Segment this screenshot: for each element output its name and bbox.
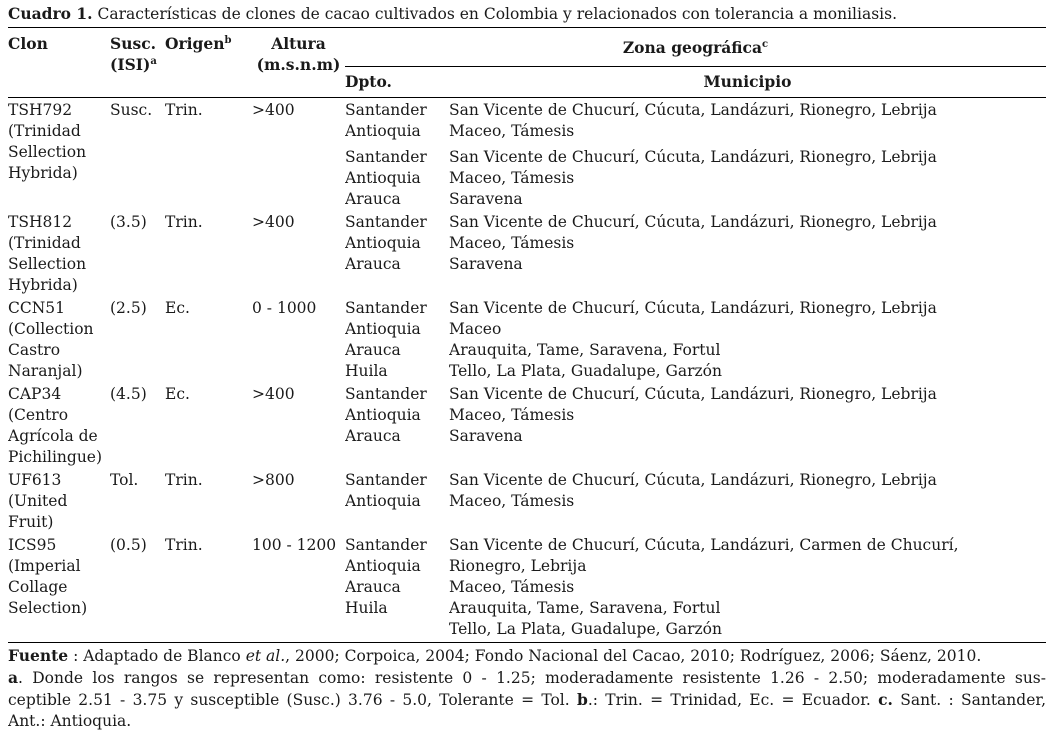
clon-cell-line: (Collection	[8, 320, 94, 338]
municipio-cell	[449, 535, 1046, 640]
zona-cell	[345, 384, 1046, 468]
clon-cell-line: Hybrida)	[8, 164, 78, 182]
header-zona-superscript: c	[762, 38, 769, 50]
municipio-cell-line: San Vicente de Chucurí, Cúcuta, Landázuri, Rionegro, Lebrija	[449, 471, 937, 489]
municipio-cell-line: Saravena	[449, 255, 523, 273]
footnote-line	[8, 711, 1046, 730]
susc-cell: Tol.	[110, 471, 139, 489]
dpto-cell-line: Santander	[345, 148, 427, 166]
dpto-cell-line: Antioquia	[345, 492, 421, 510]
municipio-cell-line: Maceo, Támesis	[449, 169, 575, 187]
dpto-cell-line: Santander	[345, 536, 427, 554]
clon-cell-line: TSH792	[8, 101, 73, 119]
dpto-cell-line: Santander	[345, 385, 427, 403]
table-header	[8, 28, 1046, 98]
footnote-text: c.	[878, 690, 893, 709]
table-body	[8, 98, 1046, 640]
clon-cell-line: Naranjal)	[8, 362, 83, 380]
header-susc-line2: (ISI)	[110, 55, 151, 74]
zona-group	[345, 212, 1046, 275]
municipio-cell-line: Maceo, Támesis	[449, 492, 575, 510]
header-clon: Clon	[8, 34, 48, 53]
municipio-cell-line: Rionegro, Lebrija	[449, 557, 587, 575]
footnote-text: Sant. : Santander,	[892, 691, 1046, 709]
municipio-cell-line: Arauquita, Tame, Saravena, Fortul	[449, 599, 721, 617]
header-dpto: Dpto.	[345, 72, 392, 91]
municipio-cell-line: San Vicente de Chucurí, Cúcuta, Landázuri, Rionegro, Lebrija	[449, 148, 937, 166]
clon-cell-line: Sellection	[8, 143, 87, 161]
municipio-cell	[449, 384, 1046, 447]
origen-cell: Ec.	[165, 299, 190, 317]
altura-cell: >800	[252, 471, 295, 489]
municipio-cell-line: Arauquita, Tame, Saravena, Fortul	[449, 341, 721, 359]
zona-cell	[345, 212, 1046, 296]
clon-cell	[8, 212, 110, 296]
municipio-cell-line: Maceo, Támesis	[449, 122, 575, 140]
clon-cell-line: (Trinidad	[8, 122, 81, 140]
zona-group	[345, 298, 1046, 382]
municipio-cell	[449, 212, 1046, 275]
header-zona	[345, 28, 1046, 97]
header-zona-label: Zona geográfica	[622, 38, 763, 57]
dpto-cell-line: Arauca	[345, 255, 401, 273]
dpto-cell	[345, 100, 449, 142]
municipio-cell	[449, 147, 1046, 210]
dpto-cell-line: Antioquia	[345, 320, 421, 338]
municipio-cell-line: San Vicente de Chucurí, Cúcuta, Landázuri, Rionegro, Lebrija	[449, 101, 937, 119]
susc-cell: (2.5)	[110, 299, 147, 317]
table-caption-label: Cuadro 1.	[8, 4, 93, 23]
footnote-text: .: Trin. = Trinidad, Ec. = Ecuador.	[587, 691, 879, 709]
footnote-line	[8, 689, 1046, 711]
municipio-cell-line: San Vicente de Chucurí, Cúcuta, Landázuri, Carmen de Chucurí,	[449, 536, 959, 554]
clon-cell-line: (United	[8, 492, 68, 510]
altura-cell: 100 - 1200	[252, 536, 337, 554]
footnote-line	[8, 667, 1046, 689]
clon-cell-line: Collage	[8, 578, 68, 596]
header-origen	[165, 28, 252, 97]
altura-cell: >400	[252, 101, 295, 119]
municipio-cell-line: San Vicente de Chucurí, Cúcuta, Landázuri, Rionegro, Lebrija	[449, 299, 937, 317]
clon-cell-line: Castro	[8, 341, 61, 359]
table-row	[8, 210, 1046, 296]
clon-cell-line: TSH812	[8, 213, 73, 231]
footnote-text: Fuente	[8, 646, 69, 665]
table-caption-text: Características de clones de cacao cultivados en Colombia y relacionados con tolerancia a moniliasis.	[97, 5, 897, 23]
dpto-cell-line: Arauca	[345, 190, 401, 208]
dpto-cell	[345, 384, 449, 447]
table-row	[8, 533, 1046, 640]
altura-cell: >400	[252, 213, 295, 231]
zona-cell	[345, 298, 1046, 382]
zona-group	[345, 384, 1046, 447]
dpto-cell	[345, 212, 449, 275]
table-row	[8, 468, 1046, 533]
footnote-text: : Adaptado de Blanco	[68, 647, 246, 665]
dpto-cell	[345, 298, 449, 382]
dpto-cell	[345, 147, 449, 210]
municipio-cell-line: Saravena	[449, 427, 523, 445]
footnote-text: , 2000; Corpoica, 2004; Fondo Nacional del Cacao, 2010; Rodríguez, 2006; Sáenz, 2010.	[285, 647, 982, 665]
dpto-cell-line: Antioquia	[345, 406, 421, 424]
zona-group	[345, 147, 1046, 210]
table-row	[8, 98, 1046, 210]
footnote-text: et al.	[245, 647, 286, 665]
clon-cell-line: UF613	[8, 471, 62, 489]
municipio-cell-line: San Vicente de Chucurí, Cúcuta, Landázuri, Rionegro, Lebrija	[449, 385, 937, 403]
header-altura-line1: Altura	[271, 34, 326, 53]
clon-cell-line: CCN51	[8, 299, 66, 317]
footnote-text: ceptible 2.51 - 3.75 y susceptible (Susc.) 3.76 - 5.0, Tolerante = Tol.	[8, 691, 577, 709]
clon-cell-line: (Imperial	[8, 557, 81, 575]
dpto-cell-line: Antioquia	[345, 557, 421, 575]
clon-cell-line: Sellection	[8, 255, 87, 273]
dpto-cell-line: Huila	[345, 599, 388, 617]
header-origen-superscript: b	[224, 34, 232, 46]
clon-cell-line: CAP34	[8, 385, 62, 403]
clon-cell	[8, 100, 110, 210]
dpto-cell-line: Huila	[345, 362, 388, 380]
municipio-cell	[449, 298, 1046, 382]
zona-cell	[345, 100, 1046, 210]
zona-group	[345, 100, 1046, 142]
footnote-text: Ant.: Antioquia.	[8, 712, 132, 730]
dpto-cell-line: Antioquia	[345, 234, 421, 252]
header-altura	[252, 28, 345, 97]
dpto-cell	[345, 535, 449, 640]
header-zona-title	[345, 28, 1046, 67]
header-altura-line2: (m.s.n.m)	[256, 55, 341, 74]
dpto-cell-line: Santander	[345, 471, 427, 489]
header-susc	[110, 28, 165, 97]
dpto-cell	[345, 470, 449, 512]
municipio-cell-line: Maceo, Támesis	[449, 578, 575, 596]
footnote-line	[8, 645, 1046, 667]
clon-cell-line: ICS95	[8, 536, 57, 554]
footnote-text: b	[576, 690, 588, 709]
clon-cell-line: Agrícola de	[8, 427, 98, 445]
header-origen-label: Origen	[165, 34, 225, 53]
header-susc-line1: Susc.	[110, 34, 157, 53]
municipio-cell-line: San Vicente de Chucurí, Cúcuta, Landázuri, Rionegro, Lebrija	[449, 213, 937, 231]
dpto-cell-line: Arauca	[345, 341, 401, 359]
dpto-cell-line: Antioquia	[345, 122, 421, 140]
origen-cell: Trin.	[165, 101, 203, 119]
origen-cell: Ec.	[165, 385, 190, 403]
dpto-cell-line: Santander	[345, 101, 427, 119]
header-susc-superscript: a	[150, 55, 157, 67]
dpto-cell-line: Santander	[345, 299, 427, 317]
table-row	[8, 296, 1046, 382]
municipio-cell-line: Maceo, Támesis	[449, 234, 575, 252]
clon-cell	[8, 470, 110, 533]
zona-cell	[345, 470, 1046, 533]
clon-cell-line: (Centro	[8, 406, 69, 424]
footnote-text: a	[8, 668, 19, 687]
table-caption	[8, 3, 1046, 28]
origen-cell: Trin.	[165, 536, 203, 554]
zona-group	[345, 535, 1046, 640]
dpto-cell-line: Santander	[345, 213, 427, 231]
clon-cell-line: Selection)	[8, 599, 88, 617]
municipio-cell-line: Tello, La Plata, Guadalupe, Garzón	[449, 362, 722, 380]
zona-cell	[345, 535, 1046, 640]
footnotes	[8, 642, 1046, 730]
susc-cell: Susc.	[110, 101, 153, 119]
dpto-cell-line: Arauca	[345, 427, 401, 445]
dpto-cell-line: Antioquia	[345, 169, 421, 187]
origen-cell: Trin.	[165, 213, 203, 231]
dpto-cell-line: Arauca	[345, 578, 401, 596]
altura-cell: 0 - 1000	[252, 299, 317, 317]
clon-cell	[8, 384, 110, 468]
municipio-cell-line: Maceo, Támesis	[449, 406, 575, 424]
municipio-cell	[449, 470, 1046, 512]
municipio-cell-line: Saravena	[449, 190, 523, 208]
clon-cell	[8, 298, 110, 382]
header-municipio: Municipio	[703, 72, 792, 91]
header-zona-subrow	[345, 67, 1046, 97]
susc-cell: (3.5)	[110, 213, 147, 231]
clon-cell	[8, 535, 110, 640]
susc-cell: (4.5)	[110, 385, 147, 403]
origen-cell: Trin.	[165, 471, 203, 489]
footnote-text: . Donde los rangos se representan como: resistente 0 - 1.25; moderadamente resistente 1.26 - 2.50; moderadamente sus-	[18, 669, 1046, 687]
municipio-cell-line: Maceo	[449, 320, 502, 338]
table-row	[8, 382, 1046, 468]
municipio-cell	[449, 100, 1046, 142]
clon-cell-line: Hybrida)	[8, 276, 78, 294]
altura-cell: >400	[252, 385, 295, 403]
municipio-cell-line: Tello, La Plata, Guadalupe, Garzón	[449, 620, 722, 638]
clon-cell-line: Pichilingue)	[8, 448, 103, 466]
zona-group	[345, 470, 1046, 512]
clon-cell-line: (Trinidad	[8, 234, 81, 252]
susc-cell: (0.5)	[110, 536, 147, 554]
clon-cell-line: Fruit)	[8, 513, 54, 531]
